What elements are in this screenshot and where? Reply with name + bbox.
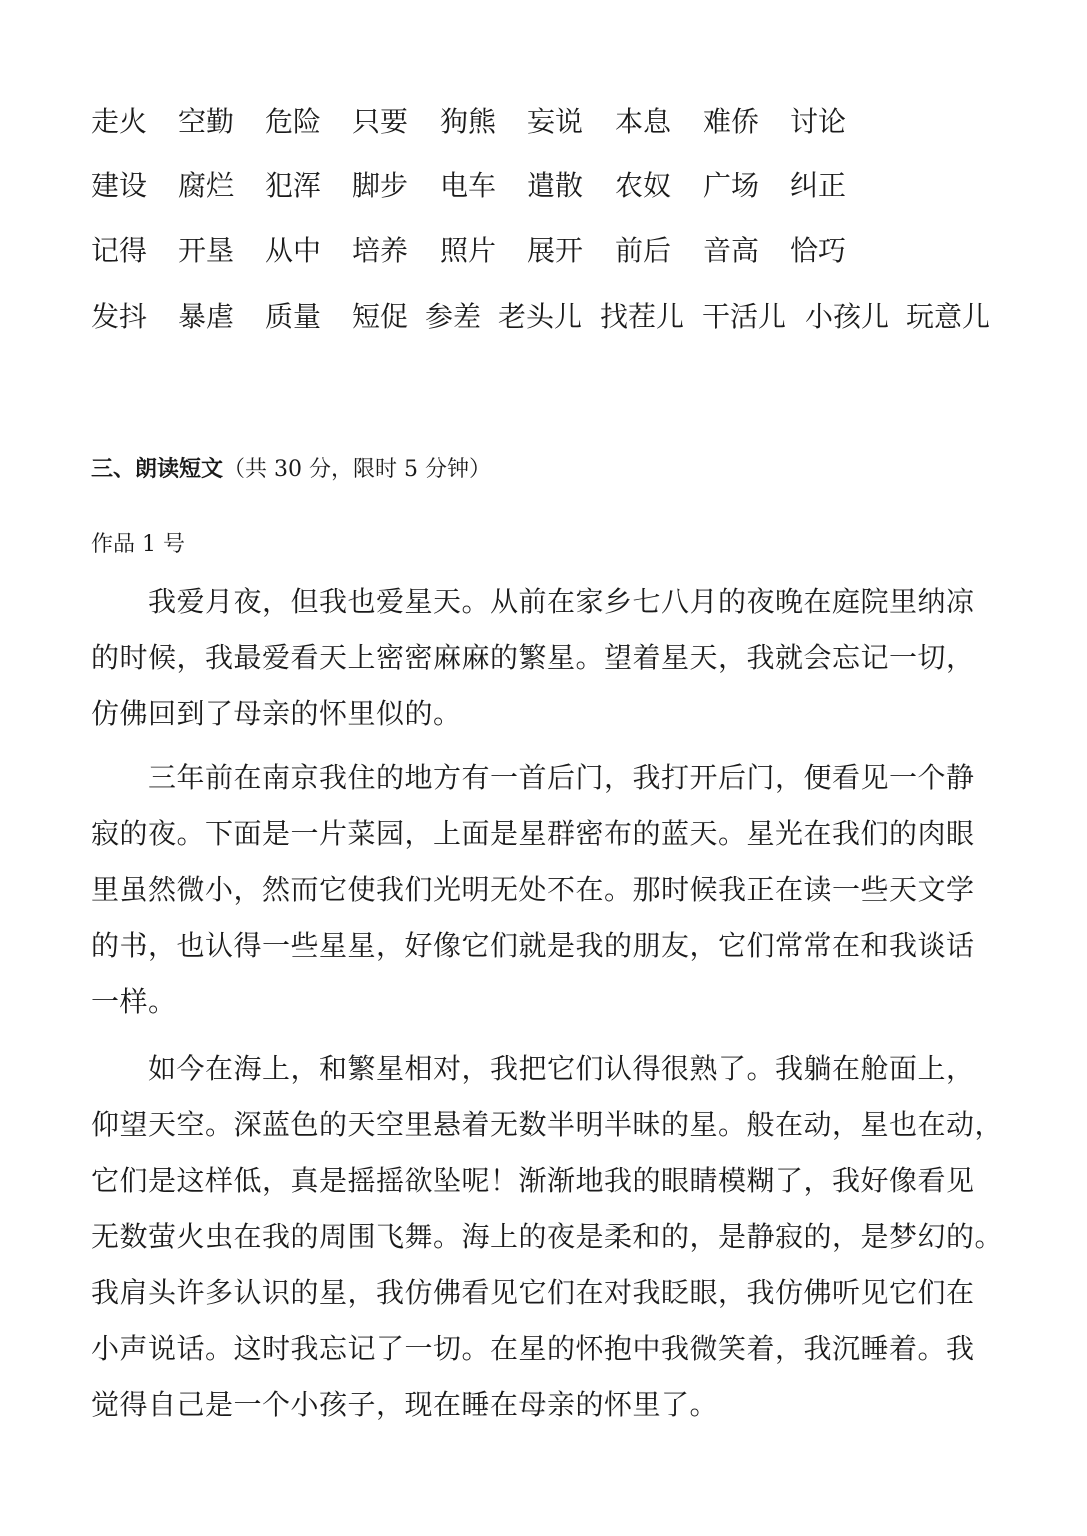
word: 小孩儿: [805, 300, 890, 333]
word-row-1: [0, 102, 1087, 142]
section-title: 三、朗读短文: [91, 456, 224, 482]
word: 短促: [352, 300, 409, 333]
word: 广场: [703, 169, 760, 202]
word: 狗熊: [440, 105, 497, 138]
word-row-4: [0, 297, 1087, 337]
word: 只要: [352, 105, 409, 138]
word: 电车: [440, 169, 497, 202]
text-line: 三年前在南京我住的地方有一首后门，我打开后门，便看见一个静: [148, 761, 975, 794]
text-line: 无数萤火虫在我的周围飞舞。海上的夜是柔和的，是静寂的，是梦幻的。: [91, 1220, 1004, 1253]
text-line: 小声说话。这时我忘记了一切。在星的怀抱中我微笑着，我沉睡着。我: [91, 1332, 975, 1365]
word: 妄说: [527, 105, 584, 138]
piece-label: 作品 1 号: [91, 532, 185, 557]
word: 老头儿: [498, 300, 583, 333]
word: 质量: [265, 300, 322, 333]
text-line: 寂的夜。下面是一片菜园，上面是星群密布的蓝天。星光在我们的肉眼: [91, 817, 975, 850]
word: 建设: [91, 169, 148, 202]
word: 农奴: [615, 169, 672, 202]
word-row-2: [0, 166, 1087, 206]
word: 讨论: [790, 105, 847, 138]
section-heading: [91, 452, 491, 487]
text-line: 的时候，我最爱看天上密密麻麻的繁星。望着星天，我就会忘记一切，: [91, 641, 975, 674]
word: 遣散: [527, 169, 584, 202]
section-note: （共 30 分，限时 5 分钟）: [223, 457, 491, 482]
word: 干活儿: [702, 300, 787, 333]
text-line: 的书，也认得一些星星，好像它们就是我的朋友，它们常常在和我谈话: [91, 929, 975, 962]
text-line: 我爱月夜，但我也爱星天。从前在家乡七八月的夜晚在庭院里纳凉: [148, 585, 975, 618]
word: 恰巧: [790, 234, 847, 267]
word: 玩意儿: [906, 300, 991, 333]
word: 脚步: [352, 169, 409, 202]
text-line: 一样。: [91, 985, 177, 1018]
word: 空勤: [178, 105, 235, 138]
word: 培养: [352, 234, 409, 267]
text-line: 里虽然微小，然而它使我们光明无处不在。那时候我正在读一些天文学: [91, 873, 975, 906]
word: 开垦: [178, 234, 235, 267]
text-line: 我肩头许多认识的星，我仿佛看见它们在对我眨眼，我仿佛听见它们在: [91, 1276, 975, 1309]
word: 走火: [91, 105, 148, 138]
word: 前后: [615, 234, 672, 267]
text-line: 仰望天空。深蓝色的天空里悬着无数半明半昧的星。般在动，星也在动，: [91, 1108, 1004, 1141]
text-line: 仿佛回到了母亲的怀里似的。: [91, 697, 462, 730]
word: 发抖: [91, 300, 148, 333]
word: 危险: [265, 105, 322, 138]
word: 找茬儿: [600, 300, 685, 333]
word: 本息: [615, 105, 672, 138]
word: 记得: [91, 234, 148, 267]
text-line: 如今在海上，和繁星相对，我把它们认得很熟了。我躺在舱面上，: [148, 1052, 975, 1085]
word: 参差: [425, 300, 482, 333]
word: 腐烂: [178, 169, 235, 202]
word: 从中: [265, 234, 322, 267]
word: 难侨: [703, 105, 760, 138]
text-line: 觉得自己是一个小孩子，现在睡在母亲的怀里了。: [91, 1388, 719, 1421]
word: 纠正: [790, 169, 847, 202]
word-row-3: [0, 231, 1087, 271]
word: 音高: [703, 234, 760, 267]
word: 犯浑: [265, 169, 322, 202]
word: 照片: [440, 234, 497, 267]
text-line: 它们是这样低，真是摇摇欲坠呢！渐渐地我的眼睛模糊了，我好像看见: [91, 1164, 975, 1197]
word: 展开: [527, 234, 584, 267]
word: 暴虐: [178, 300, 235, 333]
